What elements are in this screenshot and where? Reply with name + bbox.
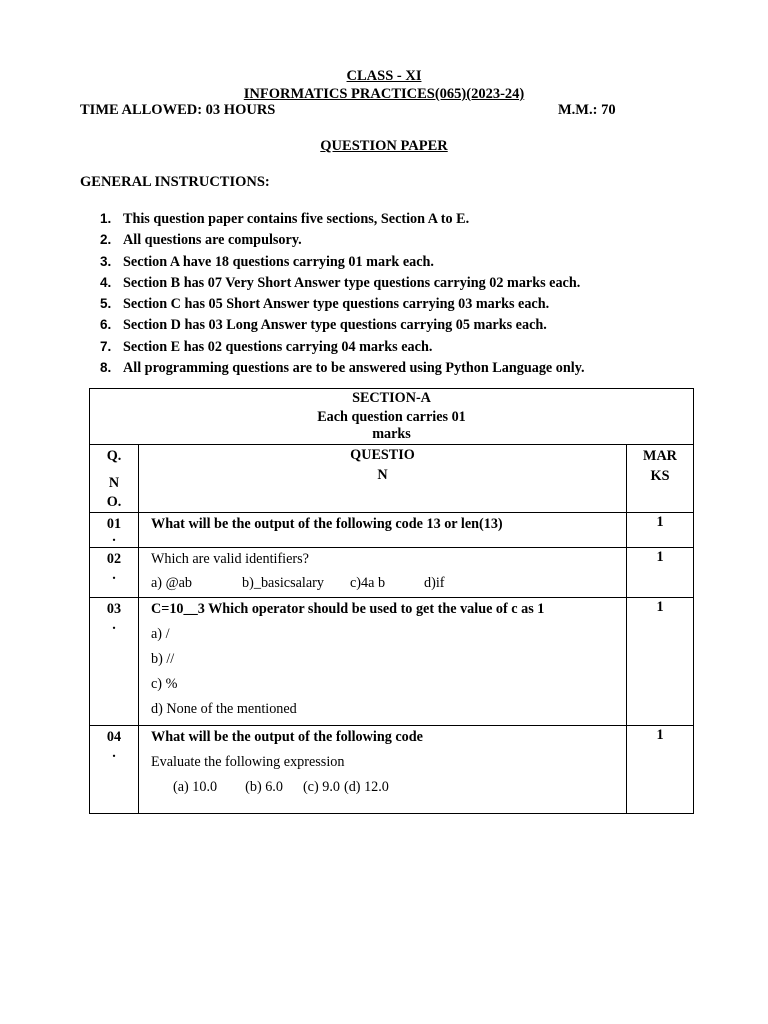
question-text: What will be the output of the following code Evaluate the following expression (a) 10.0 (b) 6.0 (c) 9.0 (d) 12.0 <box>139 726 627 814</box>
max-marks: M.M.: 70 <box>558 102 616 118</box>
section-header-row <box>90 389 694 445</box>
options-row: (a) 10.0 (b) 6.0 (c) 9.0 (d) 12.0 <box>173 779 389 795</box>
question-text: Which are valid identifiers? a) @ab b)_basicsalary c)4a b d)if <box>139 548 627 598</box>
paper-title: QUESTION PAPER <box>320 138 448 154</box>
question-number: 01 . <box>90 513 139 548</box>
option: c) % <box>151 676 178 692</box>
option: d) None of the mentioned <box>151 701 297 717</box>
table-row <box>90 598 694 726</box>
question-marks: 1 <box>627 548 694 598</box>
instruction-item: 7. Section E has 02 questions carrying 04 marks each. <box>100 338 433 355</box>
table-row <box>90 726 694 814</box>
question-marks: 1 <box>627 726 694 814</box>
option: a) / <box>151 626 170 642</box>
question-marks: 1 <box>627 513 694 548</box>
table-row <box>90 548 694 598</box>
options-row: a) @ab b)_basicsalary c)4a b d)if <box>151 575 445 591</box>
section-subtitle-2: marks <box>372 426 411 442</box>
section-subtitle: Each question carries 01 <box>317 408 466 425</box>
question-number: 02 . <box>90 548 139 598</box>
section-header <box>90 389 694 445</box>
instruction-item: 6. Section D has 03 Long Answer type questions carrying 05 marks each. <box>100 317 547 334</box>
instruction-item: 8. All programming questions are to be answered using Python Language only. <box>100 360 585 377</box>
col-marks-header: MAR KS <box>627 445 694 513</box>
section-title: SECTION-A <box>352 390 431 406</box>
instruction-item: 1. This question paper contains five sections, Section A to E. <box>100 211 470 227</box>
instructions-heading: GENERAL INSTRUCTIONS: <box>80 174 270 190</box>
class-line: CLASS - XI <box>346 68 422 84</box>
col-qno-header: Q. N O. <box>90 445 139 513</box>
instruction-item: 3. Section A have 18 questions carrying 01 mark each. <box>100 253 434 270</box>
instructions-list <box>100 208 585 378</box>
column-header-row <box>90 445 694 513</box>
question-text: What will be the output of the following code 13 or len(13) <box>139 513 627 548</box>
question-number: 04 . <box>90 726 139 814</box>
instruction-item: 2. All questions are compulsory. <box>100 232 302 249</box>
time-allowed: TIME ALLOWED: 03 HOURS <box>80 102 276 118</box>
question-marks: 1 <box>627 598 694 726</box>
question-text: C=10__3 Which operator should be used to get the value of c as 1 a) / b) // c) % d) None of the mentioned <box>139 598 627 726</box>
question-number: 03 . <box>90 598 139 726</box>
table-row <box>90 513 694 548</box>
instruction-item: 5. Section C has 05 Short Answer type questions carrying 03 marks each. <box>100 296 550 313</box>
col-question-header: QUESTIO N <box>139 445 627 513</box>
instruction-item: 4. Section B has 07 Very Short Answer type questions carrying 02 marks each. <box>100 274 581 291</box>
section-a-table <box>89 388 694 814</box>
subject-line: INFORMATICS PRACTICES(065)(2023-24) <box>243 86 525 102</box>
option: b) // <box>151 651 175 667</box>
